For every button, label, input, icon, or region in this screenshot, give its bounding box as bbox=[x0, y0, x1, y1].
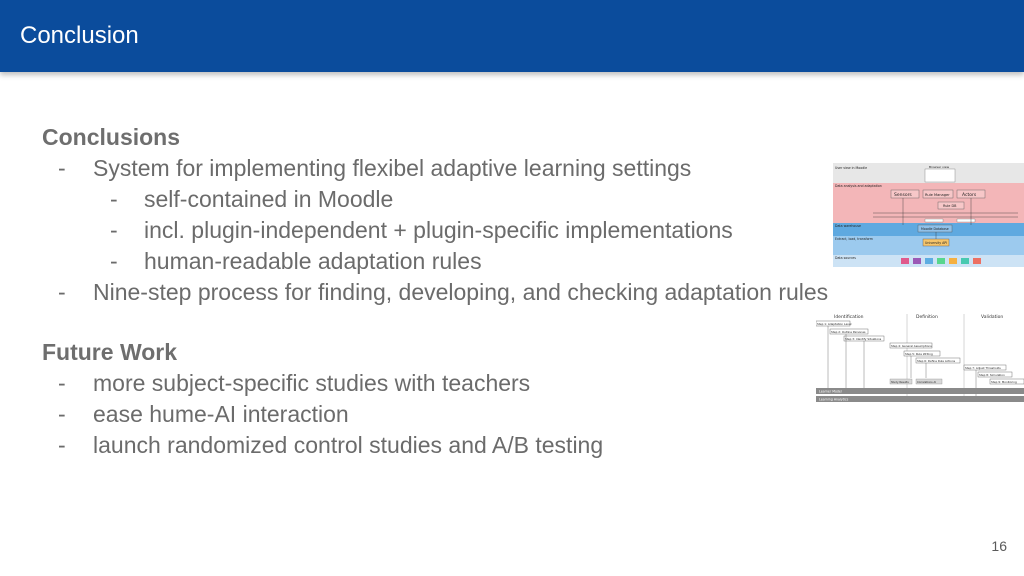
step-label: Step 1: Adaptation Level bbox=[817, 322, 852, 326]
mini-box bbox=[925, 219, 943, 222]
step-label: Step 4: General Assumptions bbox=[891, 344, 932, 348]
conclusions-heading: Conclusions bbox=[42, 124, 181, 150]
layer-label: Data sources bbox=[835, 256, 856, 260]
slide-body bbox=[42, 122, 922, 461]
layer-label: Data analysis and adaptation bbox=[835, 184, 882, 188]
phase-label: Identification bbox=[834, 315, 864, 320]
spacer bbox=[42, 308, 922, 337]
bullet-text: ease hume-AI interaction bbox=[93, 401, 349, 427]
layer-label: User view in Moodle bbox=[835, 166, 868, 170]
mid-label: Study Results bbox=[891, 381, 909, 384]
mini-box bbox=[957, 219, 975, 222]
title-bar bbox=[0, 0, 1024, 72]
rule-manager-label: Rule Manager bbox=[925, 193, 950, 197]
bullet-dash: - bbox=[58, 279, 66, 305]
bullet-text: more subject-specific studies with teachers bbox=[93, 370, 531, 396]
bullet-dash: - bbox=[58, 432, 66, 458]
sub-bullet-text: self-contained in Moodle bbox=[144, 186, 394, 212]
step-label: Step 9: Monitoring bbox=[991, 380, 1017, 384]
sub-bullet bbox=[42, 184, 922, 215]
page-number: 16 bbox=[991, 538, 1007, 554]
bullet-text: Nine-step process for finding, developing, and checking adaptation rules bbox=[93, 279, 829, 305]
source-box bbox=[961, 258, 969, 264]
bullet-dash: - bbox=[110, 248, 118, 274]
sub-bullet bbox=[42, 215, 922, 246]
bullet-text: System for implementing flexibel adaptive learning settings bbox=[93, 155, 692, 181]
bullet-dash: - bbox=[110, 186, 118, 212]
source-box bbox=[949, 258, 957, 264]
bullet bbox=[42, 399, 922, 430]
bullet-text: launch randomized control studies and A/B testing bbox=[93, 432, 604, 458]
source-box bbox=[973, 258, 981, 264]
step-label: Step 6: Define Rule Actions bbox=[917, 359, 956, 363]
bullet bbox=[42, 153, 922, 184]
sub-bullet bbox=[42, 246, 922, 277]
bullet-dash: - bbox=[110, 217, 118, 243]
mid-label: Correlations AI bbox=[917, 381, 937, 384]
sub-bullet-text: incl. plugin-independent + plugin-specific implementations bbox=[144, 217, 733, 243]
step-label: Step 5: Rule Writing bbox=[905, 352, 933, 356]
browser-view-box bbox=[925, 169, 955, 182]
step-label: Step 8: Simulation bbox=[979, 373, 1005, 377]
slide-title: Conclusion bbox=[20, 22, 139, 49]
rule-db-label: Rule DB bbox=[943, 204, 957, 208]
source-box bbox=[925, 258, 933, 264]
source-box bbox=[901, 258, 909, 264]
future-work-heading: Future Work bbox=[42, 339, 178, 365]
track-label: Learner Model bbox=[819, 389, 842, 394]
phase-label: Definition bbox=[916, 315, 938, 320]
architecture-diagram bbox=[833, 163, 1024, 267]
actors-label: Actors bbox=[962, 193, 977, 198]
phase-label: Validation bbox=[981, 315, 1004, 320]
step-label: Step 7: Adjust Thresholds bbox=[965, 366, 1001, 370]
track-bar bbox=[816, 388, 1024, 394]
bullet-dash: - bbox=[58, 370, 66, 396]
step-label: Step 2: Outline Personas bbox=[831, 330, 866, 334]
step-label: Step 3: Identify Situations bbox=[845, 337, 882, 341]
university-api-label: University API bbox=[925, 241, 948, 245]
browser-view-label: Browser view bbox=[929, 165, 950, 169]
source-box bbox=[937, 258, 945, 264]
layer-label: Extract, load, transform bbox=[835, 237, 873, 241]
bullet-dash: - bbox=[58, 401, 66, 427]
bullet bbox=[42, 277, 922, 308]
bullet bbox=[42, 430, 922, 461]
source-box bbox=[913, 258, 921, 264]
sensors-label: Sensors bbox=[894, 193, 912, 198]
bullet-dash: - bbox=[58, 155, 66, 181]
track-label: Learning Analytics bbox=[819, 397, 849, 402]
process-diagram bbox=[816, 312, 1024, 410]
moodle-database-label: Moodle Database bbox=[921, 227, 949, 231]
bullet bbox=[42, 368, 922, 399]
sub-bullet-text: human-readable adaptation rules bbox=[144, 248, 482, 274]
layer-label: Data warehouse bbox=[835, 224, 861, 228]
